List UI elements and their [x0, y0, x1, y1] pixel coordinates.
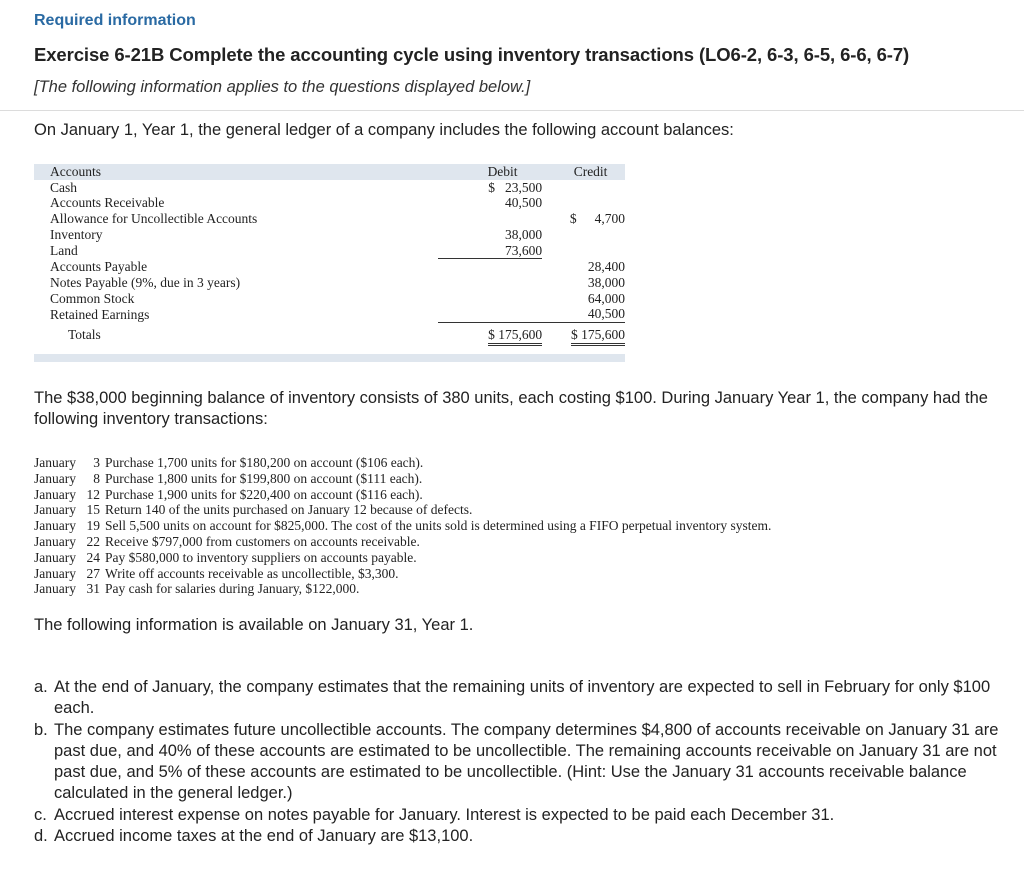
credit-value: 38,000	[587, 274, 625, 290]
debit-cell	[438, 243, 542, 259]
totals-credit-cell	[542, 323, 625, 348]
item-text: Accrued income taxes at the end of January are $13,100.	[54, 827, 474, 846]
debit-header: Debit	[487, 164, 518, 179]
credit-cell	[542, 211, 625, 227]
transaction-day: 19	[86, 518, 100, 534]
transaction-row	[34, 518, 771, 534]
account-name: Common Stock	[50, 290, 135, 306]
adjustment-item	[34, 826, 1004, 847]
exercise-title: Exercise 6-21B Complete the accounting cycle using inventory transactions (LO6-2, 6-3, 6-5, 6-6, 6-7)	[34, 44, 910, 65]
transaction-text: Return 140 of the units purchased on January 12 because of defects.	[105, 502, 473, 518]
january31-paragraph: The following information is available on January 31, Year 1.	[34, 616, 474, 634]
account-name: Retained Earnings	[50, 306, 150, 322]
credit-cell	[542, 227, 625, 243]
totals-label: Totals	[68, 326, 101, 342]
totals-credit: $ 175,600	[571, 326, 625, 346]
transaction-text: Receive $797,000 from customers on accounts receivable.	[105, 533, 420, 549]
transaction-day: 8	[93, 470, 100, 486]
adjustment-item	[34, 677, 1004, 720]
debit-cell	[438, 227, 542, 243]
transaction-month: January	[34, 470, 76, 486]
credit-cell	[542, 275, 625, 291]
debit-cell	[438, 211, 542, 227]
inventory-paragraph: The $38,000 beginning balance of inventory consists of 380 units, each costing $100. During January Year 1, the company had the following inventory transactions:	[34, 389, 988, 428]
transaction-row	[34, 455, 771, 471]
table-row	[34, 291, 625, 307]
transactions-list	[34, 455, 771, 597]
debit-value: 73,600	[505, 242, 543, 258]
item-label: a.	[34, 678, 48, 696]
transaction-text: Pay cash for salaries during January, $122,000.	[105, 581, 360, 597]
account-name: Allowance for Uncollectible Accounts	[50, 211, 258, 227]
totals-debit-cell	[438, 323, 542, 348]
account-name: Accounts Payable	[50, 258, 148, 274]
credit-cell	[542, 195, 625, 211]
adjustment-item	[34, 720, 1004, 805]
debit-value: 23,500	[505, 179, 543, 195]
account-name: Accounts Receivable	[50, 195, 165, 211]
transaction-text: Purchase 1,800 units for $199,800 on account ($111 each).	[105, 470, 423, 486]
transaction-row	[34, 502, 771, 518]
debit-currency: $	[488, 179, 495, 195]
table-row	[34, 195, 625, 211]
credit-value: 64,000	[587, 290, 625, 306]
transaction-text: Purchase 1,900 units for $220,400 on account ($116 each).	[105, 486, 423, 502]
item-label: c.	[34, 805, 47, 824]
table-row	[34, 259, 625, 275]
transaction-row	[34, 534, 771, 550]
transaction-day: 3	[93, 455, 100, 470]
transaction-day: 24	[86, 549, 100, 565]
transaction-row	[34, 566, 771, 582]
credit-value: 4,700	[594, 211, 625, 227]
transaction-day: 22	[86, 533, 100, 549]
accounts-header: Accounts	[50, 164, 101, 179]
transaction-row	[34, 550, 771, 566]
transaction-month: January	[34, 455, 76, 470]
credit-cell	[542, 291, 625, 307]
table-row	[34, 180, 625, 196]
divider	[0, 110, 1024, 111]
ledger-table-container	[34, 164, 625, 364]
debit-cell	[438, 291, 542, 307]
transaction-day: 15	[86, 502, 100, 518]
account-name: Land	[50, 242, 78, 258]
credit-value: 40,500	[587, 306, 625, 322]
debit-cell	[438, 306, 542, 322]
credit-cell	[542, 243, 625, 259]
ledger-header-row	[34, 164, 625, 180]
applies-note: [The following information applies to the questions displayed below.]	[34, 78, 531, 96]
ledger-table	[34, 164, 625, 347]
table-row	[34, 243, 625, 259]
transaction-day: 31	[86, 581, 100, 597]
transaction-text: Sell 5,500 units on account for $825,000. The cost of the units sold is determined using a FIFO perpetual inventory system.	[105, 518, 772, 534]
table-row	[34, 275, 625, 291]
totals-debit: $ 175,600	[488, 326, 542, 346]
credit-currency: $	[569, 211, 577, 227]
transaction-month: January	[34, 549, 76, 565]
transaction-text: Purchase 1,700 units for $180,200 on account ($106 each).	[105, 455, 424, 470]
totals-row	[34, 323, 625, 348]
transaction-day: 12	[86, 486, 100, 502]
item-text: Accrued interest expense on notes payable for January. Interest is expected to be paid each December 31.	[54, 805, 835, 824]
credit-cell	[542, 306, 625, 322]
debit-cell	[438, 180, 542, 196]
transaction-text: Write off accounts receivable as uncollectible, $3,300.	[105, 565, 399, 581]
credit-cell	[542, 259, 625, 275]
debit-cell	[438, 259, 542, 275]
adjustments-list	[34, 677, 1004, 847]
transaction-month: January	[34, 502, 76, 518]
transaction-text: Pay $580,000 to inventory suppliers on accounts payable.	[105, 549, 417, 565]
transaction-day: 27	[86, 565, 100, 581]
item-label: d.	[34, 827, 48, 846]
transaction-month: January	[34, 518, 76, 534]
debit-value: 38,000	[505, 226, 543, 242]
item-text: The company estimates future uncollectible accounts. The company determines $4,800 of accounts receivable on January 31 are past due, and 40% of these accounts are estimated to be uncollectible. The remaining accounts receivable on January 31 are not past due, and 5% of these accounts are estimated to be uncollectible. (Hint: Use the January 31 accounts receivable balance calculated in the general ledger.)	[54, 720, 999, 803]
transaction-month: January	[34, 581, 76, 597]
transaction-month: January	[34, 533, 76, 549]
item-text: At the end of January, the company estimates that the remaining units of inventory are expected to sell in February for only $100 each.	[54, 678, 991, 718]
account-name: Inventory	[50, 226, 103, 242]
table-row	[34, 211, 625, 227]
item-label: b.	[34, 720, 48, 739]
transaction-row	[34, 581, 771, 597]
transaction-row	[34, 487, 771, 503]
table-footer-band	[34, 354, 625, 362]
debit-cell	[438, 195, 542, 211]
debit-value: 40,500	[505, 195, 543, 211]
account-name: Notes Payable (9%, due in 3 years)	[50, 274, 241, 290]
table-row	[34, 227, 625, 243]
table-row	[34, 306, 625, 322]
transaction-month: January	[34, 565, 76, 581]
adjustment-item	[34, 805, 1004, 826]
credit-header: Credit	[573, 164, 608, 179]
credit-cell	[542, 180, 625, 196]
debit-cell	[438, 275, 542, 291]
account-name: Cash	[50, 179, 77, 195]
credit-value: 28,400	[587, 258, 625, 274]
transaction-row	[34, 471, 771, 487]
transaction-month: January	[34, 486, 76, 502]
required-information-heading: Required information	[34, 12, 196, 29]
intro-text: On January 1, Year 1, the general ledger of a company includes the following account balances:	[34, 121, 734, 139]
